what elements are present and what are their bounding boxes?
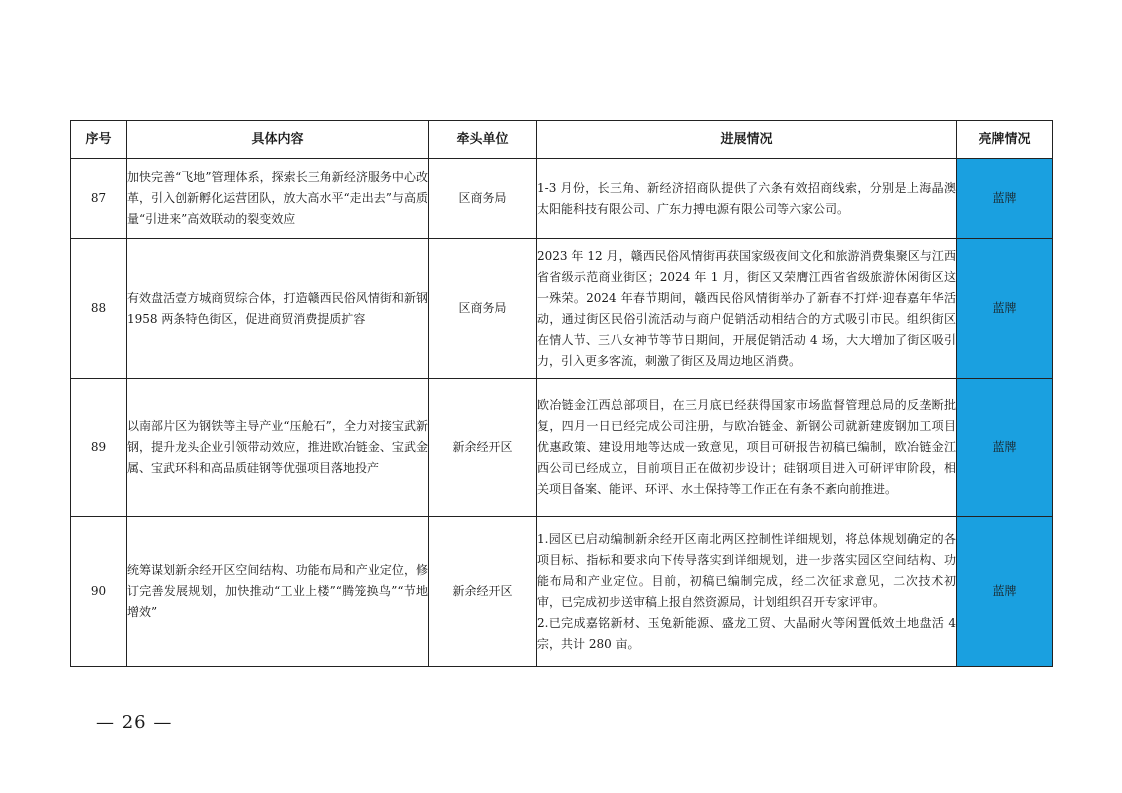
header-number: 序号 (71, 121, 127, 159)
table-row (71, 239, 1053, 379)
row-lead-unit: 新余经开区 (429, 517, 537, 667)
page-number: — 26 — (96, 712, 173, 733)
status-badge: 蓝牌 (957, 379, 1053, 517)
table-row (71, 159, 1053, 239)
row-lead-unit: 新余经开区 (429, 379, 537, 517)
header-status: 亮牌情况 (957, 121, 1053, 159)
table-row (71, 379, 1053, 517)
header-lead-unit: 牵头单位 (429, 121, 537, 159)
status-badge: 蓝牌 (957, 159, 1053, 239)
progress-table (70, 120, 1053, 667)
status-badge: 蓝牌 (957, 517, 1053, 667)
row-content: 以南部片区为钢铁等主导产业“压舱石”，全力对接宝武新钢，提升龙头企业引领带动效应，推进欧冶链金、宝武金属、宝武环科和高品质硅钢等优强项目落地投产 (127, 379, 429, 517)
table-row (71, 517, 1053, 667)
status-badge: 蓝牌 (957, 239, 1053, 379)
row-progress: 2023 年 12 月，赣西民俗风情街再获国家级夜间文化和旅游消费集聚区与江西省省级示范商业街区；2024 年 1 月，街区又荣膺江西省省级旅游休闲街区这一殊荣。2024 年春节期间，赣西民俗风情街举办了新春不打烊·迎春嘉年华活动，通过街区民俗引流活动与商户促销活动相结合的方式吸引市民。组织街区在情人节、三八女神节等节日期间，开展促销活动 4 场，大大增加了街区吸引力，引入更多客流，刺激了街区及周边地区消费。 (537, 239, 957, 379)
row-content: 统筹谋划新余经开区空间结构、功能布局和产业定位，修订完善发展规划，加快推动“工业上楼”“腾笼换鸟”“节地增效” (127, 517, 429, 667)
header-content: 具体内容 (127, 121, 429, 159)
progress-item-1: 1.园区已启动编制新余经开区南北两区控制性详细规划，将总体规划确定的各项目标、指标和要求向下传导落实到详细规划，进一步落实园区空间结构、功能布局和产业定位。目前，初稿已编制完成，经二次征求意见，二次技术初审，已完成初步送审稿上报自然资源局，计划组织召开专家评审。 (537, 531, 956, 609)
header-progress: 进展情况 (537, 121, 957, 159)
row-lead-unit: 区商务局 (429, 239, 537, 379)
row-content: 加快完善“飞地”管理体系，探索长三角新经济服务中心改革，引入创新孵化运营团队，放大高水平“走出去”与高质量“引进来”高效联动的裂变效应 (127, 159, 429, 239)
row-content: 有效盘活壹方城商贸综合体，打造赣西民俗风情街和新钢 1958 两条特色街区，促进商贸消费提质扩容 (127, 239, 429, 379)
row-number: 87 (71, 159, 127, 239)
progress-item-2: 2.已完成嘉铭新材、玉兔新能源、盛龙工贸、大晶耐火等闲置低效土地盘活 4 宗，共计 280 亩。 (537, 615, 956, 651)
row-lead-unit: 区商务局 (429, 159, 537, 239)
row-number: 88 (71, 239, 127, 379)
row-progress: 欧冶链金江西总部项目，在三月底已经获得国家市场监督管理总局的反垄断批复，四月一日已经完成公司注册，与欧冶链金、新钢公司就新建废钢加工项目优惠政策、建设用地等达成一致意见，项目可研报告初稿已编制，欧冶链金江西公司已经成立，目前项目正在做初步设计；硅钢项目进入可研评审阶段，相关项目备案、能评、环评、水土保持等工作正在有条不紊向前推进。 (537, 379, 957, 517)
row-number: 90 (71, 517, 127, 667)
row-progress (537, 517, 957, 667)
row-progress: 1-3 月份，长三角、新经济招商队提供了六条有效招商线索，分别是上海晶澳太阳能科技有限公司、广东力搏电源有限公司等六家公司。 (537, 159, 957, 239)
row-number: 89 (71, 379, 127, 517)
table-header-row (71, 121, 1053, 159)
